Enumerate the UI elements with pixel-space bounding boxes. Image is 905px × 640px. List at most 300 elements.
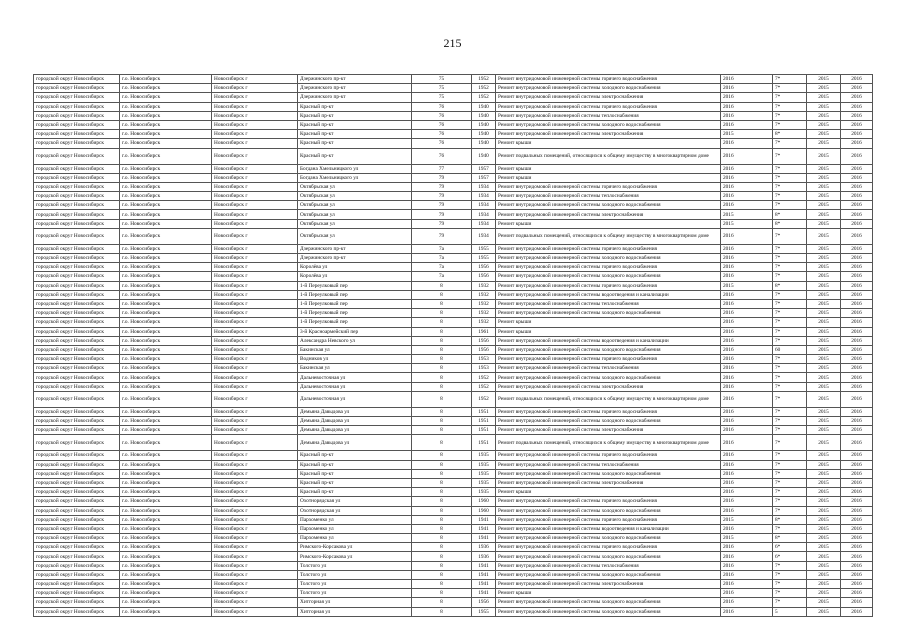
period-end-cell: 2016 — [841, 589, 873, 598]
municipality-cell: г.о. Новосибирск — [120, 426, 212, 435]
plan-year-cell: 2016 — [721, 201, 773, 210]
settlement-cell: Новосибирск г — [212, 355, 298, 364]
settlement-cell: Новосибирск г — [212, 299, 298, 308]
municipality-cell: г.о. Новосибирск — [120, 111, 212, 120]
street-cell: Пархоменко ул — [298, 534, 412, 543]
municipality-cell: г.о. Новосибирск — [120, 598, 212, 607]
settlement-cell: Новосибирск г — [212, 244, 298, 253]
district-cell: городской округ Новосибирск — [34, 201, 120, 210]
period-start-cell: 2015 — [807, 355, 841, 364]
plan-year-cell: 2016 — [721, 173, 773, 182]
cost-rate-cell: 8* — [773, 210, 807, 219]
build-year-cell: 1940 — [472, 130, 496, 139]
house-number-cell: 8 — [412, 318, 472, 327]
work-type-cell: Ремонт внутридомовой инженерной системы холодного водоснабжения — [496, 534, 721, 543]
settlement-cell: Новосибирск г — [212, 460, 298, 469]
cost-rate-cell: 7* — [773, 469, 807, 478]
table-row — [34, 84, 873, 93]
house-number-cell: 8 — [412, 478, 472, 487]
house-number-cell: 7а — [412, 272, 472, 281]
table-row — [34, 552, 873, 561]
work-type-cell: Ремонт внутридомовой инженерной системы теплоснабжения — [496, 364, 721, 373]
work-type-cell: Ремонт подвальных помещений, относящихся к общему имуществу в многоквартирном доме — [496, 228, 721, 244]
cost-rate-cell: 7* — [773, 506, 807, 515]
work-type-cell: Ремонт внутридомовой инженерной системы горячего водоснабжения — [496, 182, 721, 191]
street-cell: Красный пр-кт — [298, 451, 412, 460]
build-year-cell: 1934 — [472, 182, 496, 191]
period-start-cell: 2015 — [807, 552, 841, 561]
period-end-cell: 2016 — [841, 93, 873, 102]
cost-rate-cell: 7* — [773, 407, 807, 416]
municipality-cell: г.о. Новосибирск — [120, 244, 212, 253]
municipality-cell: г.о. Новосибирск — [120, 543, 212, 552]
build-year-cell: 1940 — [472, 111, 496, 120]
street-cell: Дзержинского пр-кт — [298, 84, 412, 93]
district-cell: городской округ Новосибирск — [34, 460, 120, 469]
street-cell: Дзержинского пр-кт — [298, 93, 412, 102]
plan-year-cell: 2016 — [721, 148, 773, 164]
street-cell: 1-й Переулковый пер — [298, 290, 412, 299]
build-year-cell: 1936 — [472, 543, 496, 552]
district-cell: городской округ Новосибирск — [34, 345, 120, 354]
period-end-cell: 2016 — [841, 244, 873, 253]
table-row — [34, 139, 873, 148]
cost-rate-cell: 7* — [773, 93, 807, 102]
work-type-cell: Ремонт внутридомовой инженерной системы холодного водоснабжения — [496, 254, 721, 263]
build-year-cell: 1952 — [472, 373, 496, 382]
work-type-cell: Ремонт внутридомовой инженерной системы холодного водоснабжения — [496, 201, 721, 210]
settlement-cell: Новосибирск г — [212, 417, 298, 426]
cost-rate-cell: 7* — [773, 336, 807, 345]
plan-year-cell: 2016 — [721, 318, 773, 327]
plan-year-cell: 2016 — [721, 506, 773, 515]
period-start-cell: 2015 — [807, 469, 841, 478]
table-row — [34, 497, 873, 506]
cost-rate-cell: 7* — [773, 148, 807, 164]
period-start-cell: 2015 — [807, 219, 841, 228]
municipality-cell: г.о. Новосибирск — [120, 219, 212, 228]
house-number-cell: 7а — [412, 244, 472, 253]
house-number-cell: 79 — [412, 182, 472, 191]
work-type-cell: Ремонт внутридомовой инженерной системы теплоснабжения — [496, 192, 721, 201]
district-cell: городской округ Новосибирск — [34, 120, 120, 129]
cost-rate-cell: 7* — [773, 290, 807, 299]
work-type-cell: Ремонт внутридомовой инженерной системы электроснабжения — [496, 210, 721, 219]
settlement-cell: Новосибирск г — [212, 120, 298, 129]
settlement-cell: Новосибирск г — [212, 130, 298, 139]
period-end-cell: 2016 — [841, 192, 873, 201]
plan-year-cell: 2016 — [721, 426, 773, 435]
settlement-cell: Новосибирск г — [212, 93, 298, 102]
plan-year-cell: 2016 — [721, 382, 773, 391]
build-year-cell: 1932 — [472, 318, 496, 327]
house-number-cell: 8 — [412, 607, 472, 616]
house-number-cell: 8 — [412, 589, 472, 598]
street-cell: Римского-Корсакова ул — [298, 543, 412, 552]
district-cell: городской округ Новосибирск — [34, 451, 120, 460]
work-type-cell: Ремонт крыши — [496, 139, 721, 148]
street-cell: Октябрьская ул — [298, 228, 412, 244]
table-row — [34, 173, 873, 182]
cost-rate-cell: 7* — [773, 561, 807, 570]
cost-rate-cell: 7* — [773, 598, 807, 607]
street-cell: Пархоменко ул — [298, 524, 412, 533]
period-start-cell: 2015 — [807, 254, 841, 263]
district-cell: городской округ Новосибирск — [34, 318, 120, 327]
cost-rate-cell: 7* — [773, 228, 807, 244]
house-number-cell: 79 — [412, 228, 472, 244]
street-cell: Толстого ул — [298, 580, 412, 589]
municipality-cell: г.о. Новосибирск — [120, 272, 212, 281]
settlement-cell: Новосибирск г — [212, 552, 298, 561]
settlement-cell: Новосибирск г — [212, 182, 298, 191]
municipality-cell: г.о. Новосибирск — [120, 345, 212, 354]
work-type-cell: Ремонт внутридомовой инженерной системы холодного водоснабжения — [496, 120, 721, 129]
table-row — [34, 210, 873, 219]
district-cell: городской округ Новосибирск — [34, 373, 120, 382]
period-end-cell: 2016 — [841, 336, 873, 345]
cost-rate-cell: 7* — [773, 373, 807, 382]
municipality-cell: г.о. Новосибирск — [120, 201, 212, 210]
plan-year-cell: 2016 — [721, 488, 773, 497]
table-row — [34, 309, 873, 318]
work-type-cell: Ремонт внутридомовой инженерной системы горячего водоснабжения — [496, 543, 721, 552]
settlement-cell: Новосибирск г — [212, 84, 298, 93]
settlement-cell: Новосибирск г — [212, 263, 298, 272]
table-row — [34, 281, 873, 290]
municipality-cell: г.о. Новосибирск — [120, 373, 212, 382]
house-number-cell: 8 — [412, 373, 472, 382]
settlement-cell: Новосибирск г — [212, 497, 298, 506]
table-row — [34, 201, 873, 210]
period-end-cell: 2016 — [841, 182, 873, 191]
district-cell: городской округ Новосибирск — [34, 290, 120, 299]
house-number-cell: 79 — [412, 173, 472, 182]
table-row — [34, 515, 873, 524]
street-cell: Красный пр-кт — [298, 111, 412, 120]
cost-rate-cell: 7* — [773, 272, 807, 281]
settlement-cell: Новосибирск г — [212, 148, 298, 164]
plan-year-cell: 2016 — [721, 435, 773, 451]
house-number-cell: 75 — [412, 93, 472, 102]
cost-rate-cell: 8* — [773, 281, 807, 290]
house-number-cell: 8 — [412, 435, 472, 451]
build-year-cell: 1934 — [472, 192, 496, 201]
settlement-cell: Новосибирск г — [212, 598, 298, 607]
district-cell: городской округ Новосибирск — [34, 336, 120, 345]
settlement-cell: Новосибирск г — [212, 336, 298, 345]
district-cell: городской округ Новосибирск — [34, 192, 120, 201]
period-start-cell: 2015 — [807, 407, 841, 416]
plan-year-cell: 2016 — [721, 336, 773, 345]
house-number-cell: 8 — [412, 407, 472, 416]
municipality-cell: г.о. Новосибирск — [120, 570, 212, 579]
period-end-cell: 2016 — [841, 281, 873, 290]
period-start-cell: 2015 — [807, 515, 841, 524]
work-type-cell: Ремонт подвальных помещений, относящихся к общему имуществу в многоквартирном доме — [496, 435, 721, 451]
build-year-cell: 1935 — [472, 488, 496, 497]
period-end-cell: 2016 — [841, 534, 873, 543]
street-cell: 1-й Переулковый пер — [298, 309, 412, 318]
municipality-cell: г.о. Новосибирск — [120, 75, 212, 84]
period-end-cell: 2016 — [841, 309, 873, 318]
street-cell: Дзержинского пр-кт — [298, 254, 412, 263]
house-number-cell: 8 — [412, 345, 472, 354]
build-year-cell: 1940 — [472, 120, 496, 129]
build-year-cell: 1932 — [472, 290, 496, 299]
municipality-cell: г.о. Новосибирск — [120, 318, 212, 327]
period-end-cell: 2016 — [841, 598, 873, 607]
build-year-cell: 1956 — [472, 345, 496, 354]
build-year-cell: 1935 — [472, 451, 496, 460]
table-row — [34, 364, 873, 373]
municipality-cell: г.о. Новосибирск — [120, 497, 212, 506]
period-end-cell: 2016 — [841, 345, 873, 354]
period-start-cell: 2015 — [807, 84, 841, 93]
table-row — [34, 580, 873, 589]
build-year-cell: 1951 — [472, 407, 496, 416]
work-type-cell: Ремонт внутридомовой инженерной системы электроснабжения — [496, 130, 721, 139]
work-type-cell: Ремонт внутридомовой инженерной системы холодного водоснабжения — [496, 272, 721, 281]
plan-year-cell: 2016 — [721, 364, 773, 373]
street-cell: Красный пр-кт — [298, 148, 412, 164]
plan-year-cell: 2016 — [721, 75, 773, 84]
table-row — [34, 219, 873, 228]
build-year-cell: 1932 — [472, 309, 496, 318]
period-start-cell: 2015 — [807, 130, 841, 139]
plan-year-cell: 2016 — [721, 460, 773, 469]
work-type-cell: Ремонт внутридомовой инженерной системы электроснабжения — [496, 93, 721, 102]
work-type-cell: Ремонт крыши — [496, 318, 721, 327]
work-type-cell: Ремонт внутридомовой инженерной системы электроснабжения — [496, 426, 721, 435]
period-end-cell: 2016 — [841, 355, 873, 364]
work-type-cell: Ремонт внутридомовой инженерной системы теплоснабжения — [496, 460, 721, 469]
house-number-cell: 76 — [412, 111, 472, 120]
period-start-cell: 2015 — [807, 336, 841, 345]
plan-year-cell: 2016 — [721, 192, 773, 201]
table-row — [34, 524, 873, 533]
table-row — [34, 164, 873, 173]
period-end-cell: 2016 — [841, 460, 873, 469]
period-start-cell: 2015 — [807, 534, 841, 543]
table-row — [34, 318, 873, 327]
cost-rate-cell: 7* — [773, 435, 807, 451]
build-year-cell: 1941 — [472, 570, 496, 579]
district-cell: городской округ Новосибирск — [34, 391, 120, 407]
plan-year-cell: 2016 — [721, 478, 773, 487]
district-cell: городской округ Новосибирск — [34, 299, 120, 308]
work-type-cell: Ремонт внутридомовой инженерной системы горячего водоснабжения — [496, 263, 721, 272]
street-cell: Бакинская ул — [298, 364, 412, 373]
period-start-cell: 2015 — [807, 263, 841, 272]
cost-rate-cell: 7* — [773, 75, 807, 84]
period-start-cell: 2015 — [807, 192, 841, 201]
period-end-cell: 2016 — [841, 497, 873, 506]
settlement-cell: Новосибирск г — [212, 219, 298, 228]
house-number-cell: 8 — [412, 570, 472, 579]
build-year-cell: 1941 — [472, 534, 496, 543]
cost-rate-cell: 7* — [773, 102, 807, 111]
municipality-cell: г.о. Новосибирск — [120, 93, 212, 102]
period-start-cell: 2015 — [807, 345, 841, 354]
table-row — [34, 460, 873, 469]
cost-rate-cell: 7* — [773, 84, 807, 93]
municipality-cell: г.о. Новосибирск — [120, 336, 212, 345]
period-start-cell: 2015 — [807, 497, 841, 506]
build-year-cell: 1940 — [472, 102, 496, 111]
period-end-cell: 2016 — [841, 173, 873, 182]
table-row — [34, 407, 873, 416]
table-row — [34, 345, 873, 354]
table-row — [34, 391, 873, 407]
settlement-cell: Новосибирск г — [212, 102, 298, 111]
street-cell: 1-й Переулковый пер — [298, 318, 412, 327]
period-start-cell: 2015 — [807, 451, 841, 460]
municipality-cell: г.о. Новосибирск — [120, 460, 212, 469]
district-cell: городской округ Новосибирск — [34, 272, 120, 281]
period-start-cell: 2015 — [807, 426, 841, 435]
build-year-cell: 1956 — [472, 263, 496, 272]
cost-rate-cell: 7* — [773, 580, 807, 589]
build-year-cell: 1951 — [472, 426, 496, 435]
period-start-cell: 2015 — [807, 299, 841, 308]
street-cell: Хитгорная ул — [298, 607, 412, 616]
municipality-cell: г.о. Новосибирск — [120, 417, 212, 426]
work-type-cell: Ремонт внутридомовой инженерной системы горячего водоснабжения — [496, 497, 721, 506]
build-year-cell: 1941 — [472, 524, 496, 533]
district-cell: городской округ Новосибирск — [34, 254, 120, 263]
table-row — [34, 290, 873, 299]
plan-year-cell: 2016 — [721, 290, 773, 299]
district-cell: городской округ Новосибирск — [34, 111, 120, 120]
table-row — [34, 435, 873, 451]
street-cell: Александра Невского ул — [298, 336, 412, 345]
work-type-cell: Ремонт внутридомовой инженерной системы холодного водоснабжения — [496, 84, 721, 93]
build-year-cell: 1952 — [472, 93, 496, 102]
plan-year-cell: 2016 — [721, 228, 773, 244]
street-cell: Пархоменко ул — [298, 515, 412, 524]
plan-year-cell: 2016 — [721, 84, 773, 93]
period-start-cell: 2015 — [807, 210, 841, 219]
period-start-cell: 2015 — [807, 580, 841, 589]
period-start-cell: 2015 — [807, 417, 841, 426]
municipality-cell: г.о. Новосибирск — [120, 327, 212, 336]
period-start-cell: 2015 — [807, 102, 841, 111]
cost-rate-cell: 7* — [773, 355, 807, 364]
cost-rate-cell: 7* — [773, 426, 807, 435]
municipality-cell: г.о. Новосибирск — [120, 589, 212, 598]
settlement-cell: Новосибирск г — [212, 210, 298, 219]
house-number-cell: 8 — [412, 580, 472, 589]
district-cell: городской округ Новосибирск — [34, 228, 120, 244]
cost-rate-cell: 7* — [773, 382, 807, 391]
settlement-cell: Новосибирск г — [212, 281, 298, 290]
cost-rate-cell: 7* — [773, 497, 807, 506]
plan-year-cell: 2016 — [721, 451, 773, 460]
house-number-cell: 8 — [412, 497, 472, 506]
house-number-cell: 8 — [412, 460, 472, 469]
plan-year-cell: 2016 — [721, 254, 773, 263]
settlement-cell: Новосибирск г — [212, 451, 298, 460]
municipality-cell: г.о. Новосибирск — [120, 435, 212, 451]
street-cell: Королёва ул — [298, 272, 412, 281]
period-start-cell: 2015 — [807, 182, 841, 191]
build-year-cell: 1952 — [472, 75, 496, 84]
table-row — [34, 228, 873, 244]
table-row — [34, 488, 873, 497]
house-number-cell: 79 — [412, 201, 472, 210]
settlement-cell: Новосибирск г — [212, 228, 298, 244]
period-start-cell: 2015 — [807, 272, 841, 281]
work-type-cell: Ремонт внутридомовой инженерной системы теплоснабжения — [496, 299, 721, 308]
municipality-cell: г.о. Новосибирск — [120, 309, 212, 318]
period-end-cell: 2016 — [841, 201, 873, 210]
work-type-cell: Ремонт подвальных помещений, относящихся к общему имуществу в многоквартирном доме — [496, 148, 721, 164]
table-row — [34, 598, 873, 607]
cost-rate-cell: 7* — [773, 391, 807, 407]
table-row — [34, 570, 873, 579]
cost-rate-cell: 7* — [773, 589, 807, 598]
house-number-cell: 79 — [412, 219, 472, 228]
municipality-cell: г.о. Новосибирск — [120, 281, 212, 290]
table-row — [34, 327, 873, 336]
period-end-cell: 2016 — [841, 488, 873, 497]
work-type-cell: Ремонт внутридомовой инженерной системы холодного водоснабжения — [496, 607, 721, 616]
work-type-cell: Ремонт внутридомовой инженерной системы электроснабжения — [496, 478, 721, 487]
period-start-cell: 2015 — [807, 93, 841, 102]
period-start-cell: 2015 — [807, 309, 841, 318]
district-cell: городской округ Новосибирск — [34, 469, 120, 478]
work-type-cell: Ремонт внутридомовой инженерной системы горячего водоснабжения — [496, 451, 721, 460]
street-cell: Красный пр-кт — [298, 120, 412, 129]
street-cell: Богдана Хмельницкого ул — [298, 164, 412, 173]
period-end-cell: 2016 — [841, 469, 873, 478]
period-end-cell: 2016 — [841, 478, 873, 487]
table-row — [34, 607, 873, 616]
build-year-cell: 1956 — [472, 272, 496, 281]
period-end-cell: 2016 — [841, 299, 873, 308]
cost-rate-cell: 7* — [773, 173, 807, 182]
municipality-cell: г.о. Новосибирск — [120, 164, 212, 173]
district-cell: городской округ Новосибирск — [34, 210, 120, 219]
period-start-cell: 2015 — [807, 120, 841, 129]
work-type-cell: Ремонт внутридомовой инженерной системы горячего водоснабжения — [496, 102, 721, 111]
cost-rate-cell: 7* — [773, 254, 807, 263]
municipality-cell: г.о. Новосибирск — [120, 102, 212, 111]
cost-rate-cell: 7* — [773, 478, 807, 487]
cost-rate-cell: 7* — [773, 318, 807, 327]
municipality-cell: г.о. Новосибирск — [120, 228, 212, 244]
cost-rate-cell: 7* — [773, 192, 807, 201]
period-start-cell: 2015 — [807, 290, 841, 299]
period-end-cell: 2016 — [841, 102, 873, 111]
district-cell: городской округ Новосибирск — [34, 102, 120, 111]
cost-rate-cell: 7* — [773, 182, 807, 191]
street-cell: Октябрьская ул — [298, 182, 412, 191]
cost-rate-cell: 7* — [773, 327, 807, 336]
work-type-cell: Ремонт крыши — [496, 219, 721, 228]
build-year-cell: 1955 — [472, 244, 496, 253]
plan-year-cell: 2016 — [721, 391, 773, 407]
house-number-cell: 8 — [412, 417, 472, 426]
plan-year-cell: 2016 — [721, 272, 773, 281]
table-row — [34, 130, 873, 139]
settlement-cell: Новосибирск г — [212, 543, 298, 552]
district-cell: городской округ Новосибирск — [34, 497, 120, 506]
period-end-cell: 2016 — [841, 120, 873, 129]
plan-year-cell: 2016 — [721, 580, 773, 589]
period-end-cell: 2016 — [841, 580, 873, 589]
